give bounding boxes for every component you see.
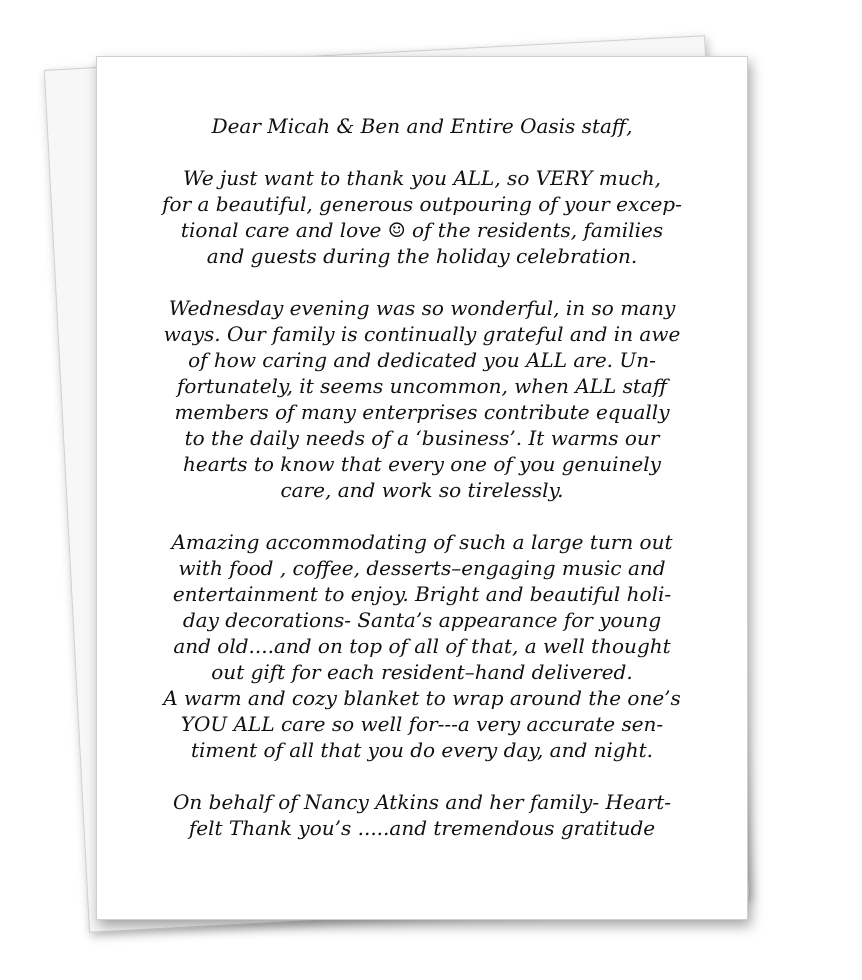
paragraph-line: of how caring and dedicated you ALL are. Un- [188, 348, 656, 372]
paragraph-line: day decorations- Santa’s appearance for young [182, 608, 662, 632]
paragraph-line: for a beautiful, generous outpouring of your excep- [162, 192, 682, 216]
front-paper-sheet [96, 56, 748, 920]
paragraph-line: members of many enterprises contribute equally [174, 400, 670, 424]
letter-paragraph-3 [117, 529, 727, 763]
paragraph-line: We just want to thank you ALL, so VERY much, [182, 166, 662, 190]
paragraph-line: timent of all that you do every day, and night. [191, 738, 653, 762]
paragraph-line: care, and work so tirelessly. [280, 478, 564, 502]
paragraph-line: YOU ALL care so well for---a very accurate sen- [180, 712, 664, 736]
paragraph-line: with food , coffee, desserts–engaging music and [178, 556, 666, 580]
paragraph-line: out gift for each resident–hand delivered. [211, 660, 633, 684]
paragraph-line: entertainment to enjoy. Bright and beautiful holi- [172, 582, 672, 606]
paragraph-line: to the daily needs of a ‘business’. It warms our [184, 426, 660, 450]
paragraph-line: ways. Our family is continually grateful and in awe [163, 322, 681, 346]
paragraph-line: and old....and on top of all of that, a well thought [173, 634, 671, 658]
paragraph-line: hearts to know that every one of you genuinely [183, 452, 661, 476]
thank-you-letter [117, 113, 727, 867]
paragraph-line: A warm and cozy blanket to wrap around the one’s [163, 686, 681, 710]
paragraph-line: Wednesday evening was so wonderful, in so many [168, 296, 676, 320]
paragraph-line: fortunately, it seems uncommon, when ALL staff [176, 374, 668, 398]
letter-greeting [117, 113, 727, 139]
paragraph-line: tional care and love ☺ of the residents, families [180, 218, 664, 242]
paragraph-line: On behalf of Nancy Atkins and her family- Heart- [173, 790, 671, 814]
letter-paragraph-2 [117, 295, 727, 503]
paragraph-line: felt Thank you’s .....and tremendous gratitude [188, 816, 656, 840]
paragraph-line: and guests during the holiday celebration. [206, 244, 638, 268]
greeting-line: Dear Micah & Ben and Entire Oasis staff, [211, 114, 633, 138]
paragraph-line: Amazing accommodating of such a large turn out [171, 530, 673, 554]
letter-closing [117, 789, 727, 841]
letter-paragraph-1 [117, 165, 727, 269]
